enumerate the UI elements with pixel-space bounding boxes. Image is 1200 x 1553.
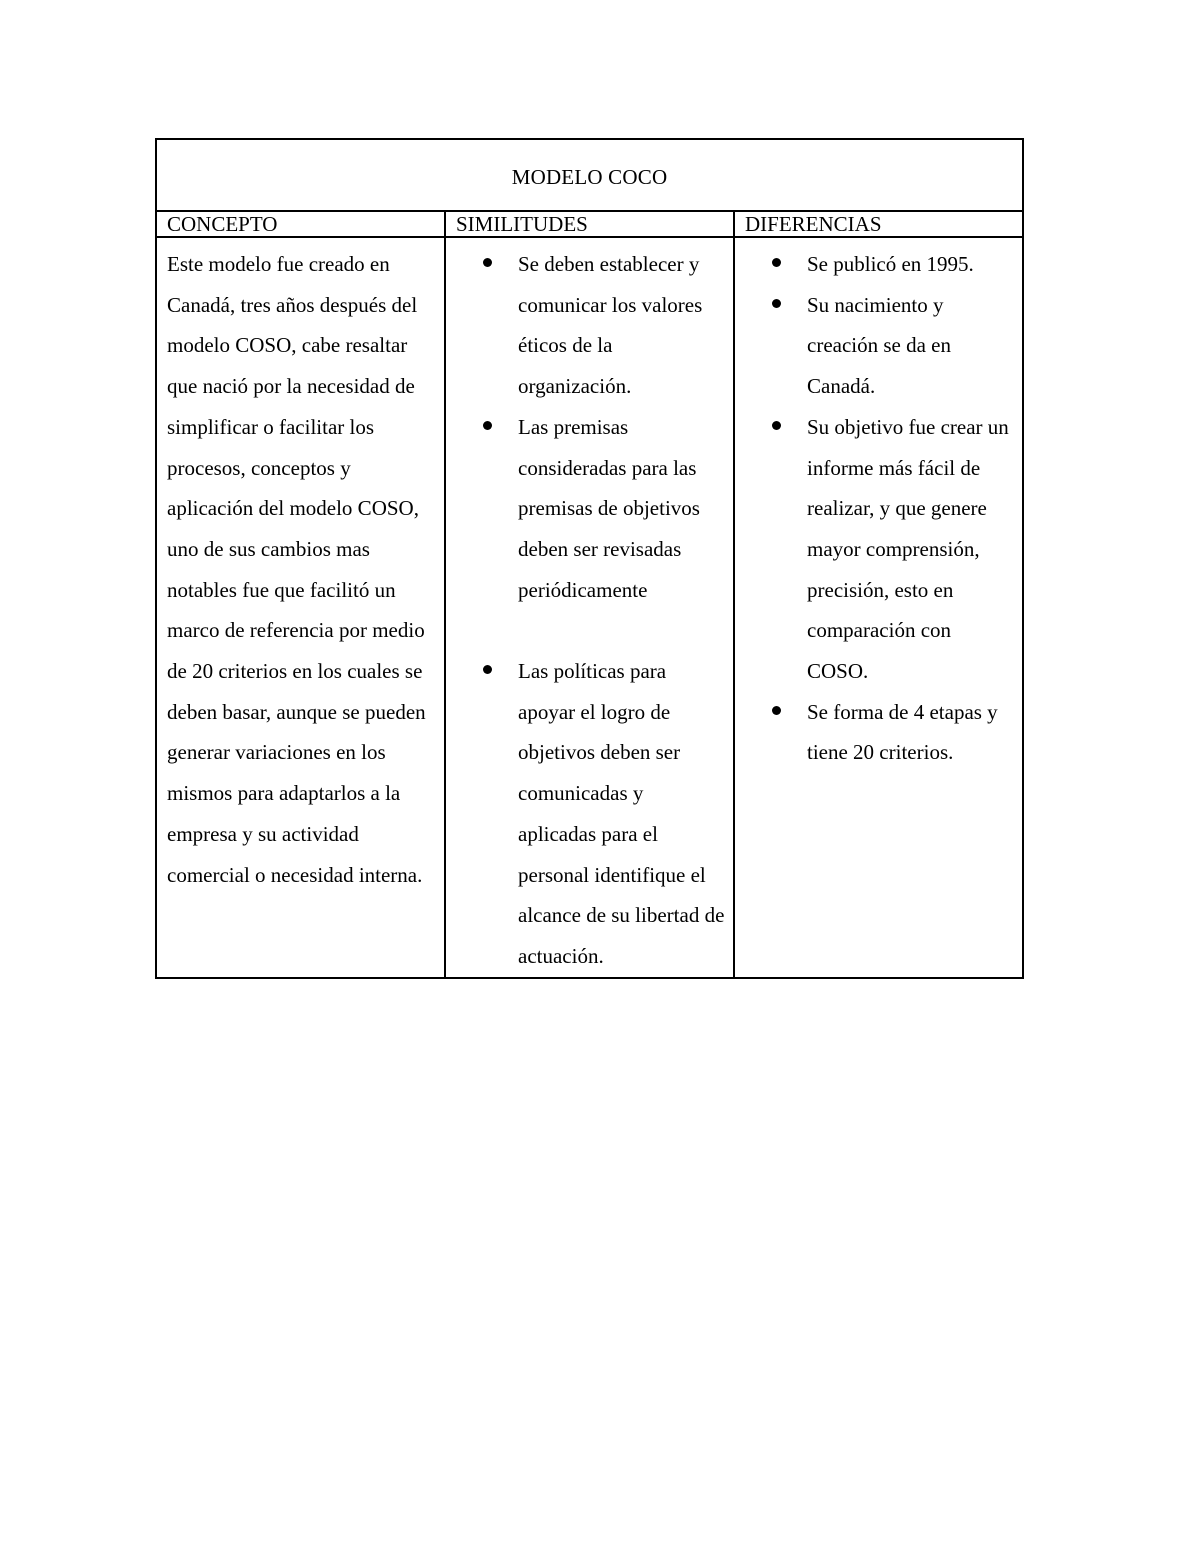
list-item — [446, 407, 725, 611]
diferencia-text: Su objetivo fue crear un informe más fácil de realizar, y que genere mayor comprensión, precisión, esto en comparación con COSO. — [807, 414, 1009, 684]
diferencia-text: Su nacimiento y creación se da en Canadá. — [807, 292, 951, 399]
similitud-text: Se deben establecer y comunicar los valores éticos de la organización. — [518, 252, 703, 399]
list-item — [446, 244, 725, 407]
similitudes-list — [446, 238, 725, 977]
header-diferencias: DIFERENCIAS — [734, 211, 1023, 237]
bullet-icon — [483, 421, 492, 430]
bullet-icon — [483, 258, 492, 267]
list-item — [735, 692, 1014, 773]
bullet-icon — [772, 299, 781, 308]
modelo-coco-table — [155, 138, 1024, 979]
list-item — [735, 407, 1014, 692]
similitud-text: Las premisas consideradas para las premisas de objetivos deben ser revisadas periódicamente — [518, 414, 700, 602]
bullet-icon — [772, 706, 781, 715]
diferencia-text: Se forma de 4 etapas y tiene 20 criterios. — [807, 699, 998, 765]
list-item — [735, 285, 1014, 407]
concepto-text: Este modelo fue creado en Canadá, tres años después del modelo COSO, cabe resaltar que nació por la necesidad de simplificar o facilitar los procesos, conceptos y aplicación del modelo COSO, uno de sus cambios mas notables fue que facilitó un marco de referencia por medio de 20 criterios en los cuales se deben basar, aunque se pueden generar variaciones en los mismos para adaptarlos a la empresa y su actividad comercial o necesidad interna. — [167, 252, 426, 887]
similitud-text: Las políticas para apoyar el logro de objetivos deben ser comunicadas y aplicadas para el personal identifique el alcance de su libertad de actuación. — [518, 659, 725, 968]
diferencias-cell — [734, 237, 1023, 978]
concepto-cell — [156, 237, 445, 978]
bullet-icon — [772, 421, 781, 430]
table-title: MODELO COCO — [156, 139, 1023, 211]
header-concepto: CONCEPTO — [156, 211, 445, 237]
similitudes-cell — [445, 237, 734, 978]
bullet-icon — [483, 665, 492, 674]
list-item — [446, 651, 725, 977]
bullet-icon — [772, 258, 781, 267]
diferencia-text: Se publicó en 1995. — [807, 252, 974, 276]
header-similitudes: SIMILITUDES — [445, 211, 734, 237]
diferencias-list — [735, 238, 1014, 773]
list-item — [735, 244, 1014, 285]
